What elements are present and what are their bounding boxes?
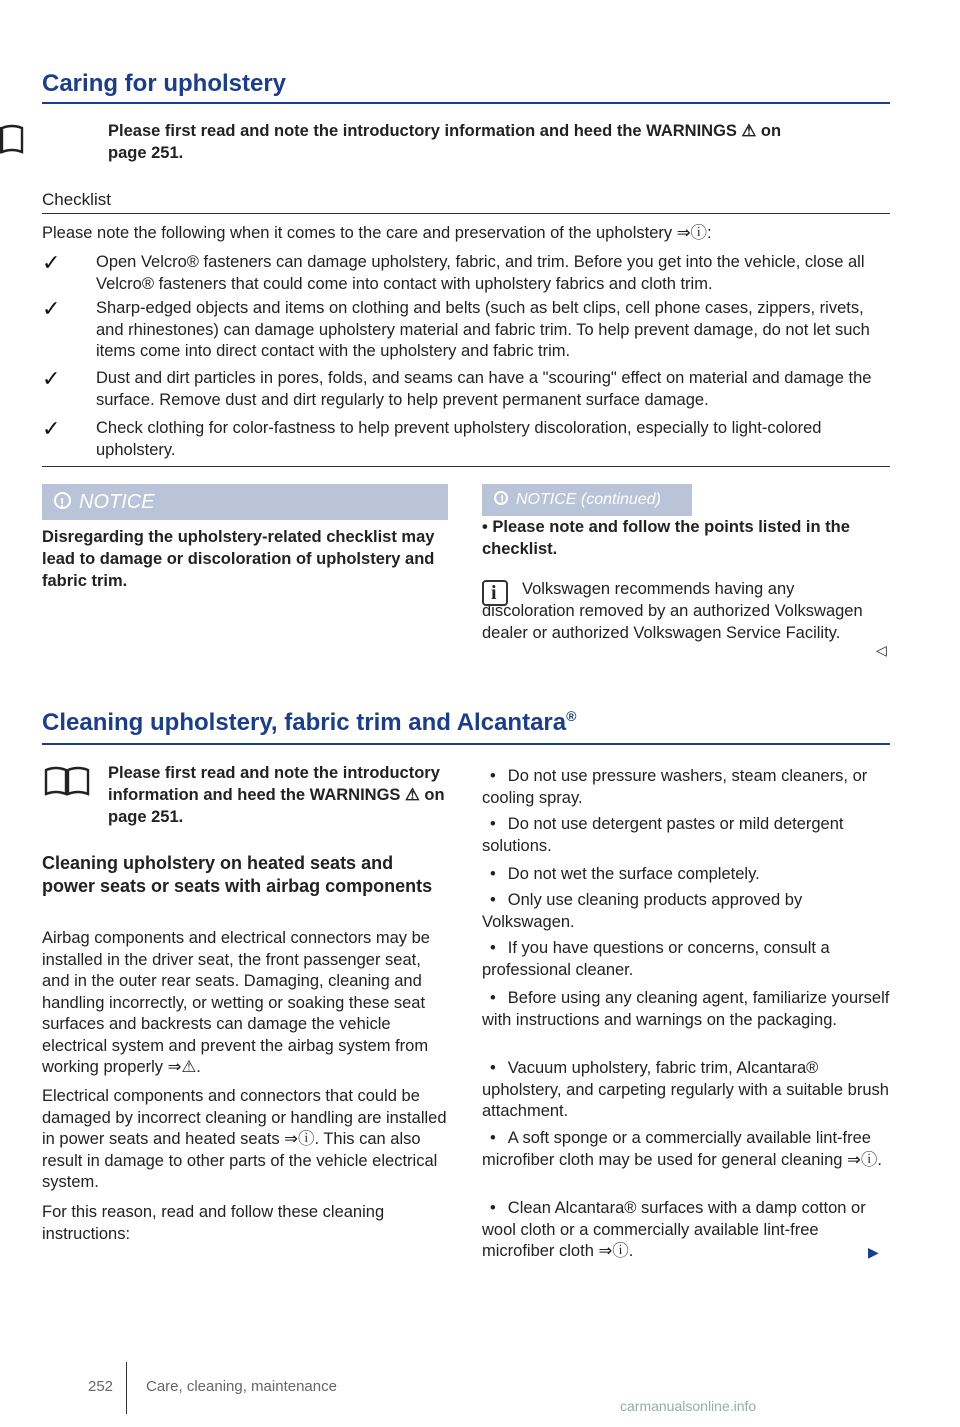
sub-heading: Cleaning upholstery on heated seats and power seats or seats with airbag components bbox=[42, 853, 433, 896]
bullet-icon: • bbox=[490, 1059, 496, 1077]
intro-text: Please first read and note the introductory information and heed the WARNINGS ⚠ on page 251. bbox=[108, 764, 445, 826]
check-icon: ✓ bbox=[42, 296, 61, 321]
back-arrow-icon: ◁ bbox=[876, 642, 887, 658]
paragraph: For this reason, read and follow these cleaning instructions: bbox=[42, 1203, 385, 1243]
list-item bbox=[482, 890, 890, 933]
checklist-item-text: Check clothing for color-fastness to help prevent upholstery discoloration, especially to light-colored upholstery. bbox=[96, 419, 822, 459]
list-item bbox=[482, 1128, 890, 1171]
warning-icon: ⚠ bbox=[741, 122, 757, 140]
list-item bbox=[482, 814, 890, 857]
checklist-item-text: Open Velcro® fasteners can damage upholstery, fabric, and trim. Before you get into the vehicle, close all Velcro® fasteners that could come into contact with upholstery fabrics and cloth trim. bbox=[96, 253, 865, 293]
checklist-item bbox=[42, 298, 890, 363]
bullet-icon: • bbox=[490, 1129, 496, 1147]
list-item-text: Do not use detergent pastes or mild detergent solutions. bbox=[482, 815, 844, 855]
list-item-text: Clean Alcantara® surfaces with a damp cotton or wool cloth or a commercially available lint-free microfiber cloth ⇒ⓘ. bbox=[482, 1199, 866, 1260]
bullet-icon: • bbox=[490, 1199, 496, 1217]
list-item-text: Only use cleaning products approved by Volkswagen. bbox=[482, 891, 803, 931]
checklist-item bbox=[42, 252, 890, 295]
book-icon bbox=[42, 764, 92, 798]
registered-mark: ® bbox=[566, 708, 577, 724]
bullet-icon: • bbox=[490, 865, 496, 883]
list-item bbox=[482, 766, 890, 809]
next-page-arrow-icon: ▶ bbox=[868, 1244, 879, 1260]
intro-on: on bbox=[760, 122, 782, 140]
bullet-icon: • bbox=[490, 767, 496, 785]
notice-icon bbox=[494, 491, 508, 505]
list-item bbox=[482, 1198, 890, 1263]
notice-text: Disregarding the upholstery-related checklist may lead to damage or discoloration of upholstery and fabric trim. bbox=[42, 528, 435, 590]
checklist-item bbox=[42, 418, 890, 461]
paragraph: Airbag components and electrical connectors may be installed in the driver seat, the front passenger seat, and in the outer rear seats. Damaging, cleaning and handling incorrectly, or wetting or soaking these seat surfaces and backrests can damage the vehicle electrical system and prevent the airbag system from working properly ⇒⚠. bbox=[42, 929, 430, 1076]
intro-page-ref: page 251. bbox=[108, 144, 184, 162]
watermark: carmanualsonline.info bbox=[620, 1398, 757, 1414]
book-icon bbox=[0, 122, 26, 156]
bullet-icon: • bbox=[490, 815, 496, 833]
section-title-text: Cleaning upholstery, fabric trim and Alcantara bbox=[42, 709, 567, 736]
list-item bbox=[482, 864, 890, 886]
list-item bbox=[482, 938, 890, 981]
section-title-cleaning bbox=[42, 708, 890, 745]
bullet-icon: • bbox=[490, 939, 496, 957]
section-title-caring: Caring for upholstery bbox=[42, 70, 890, 104]
intro-note bbox=[42, 762, 448, 828]
list-item bbox=[482, 1058, 890, 1123]
intro-note bbox=[42, 120, 882, 164]
notice-continued-badge bbox=[482, 484, 692, 516]
check-icon: ✓ bbox=[42, 416, 61, 441]
footer-divider bbox=[126, 1362, 127, 1414]
notice-continued-label: NOTICE (continued) bbox=[516, 491, 661, 508]
list-item-text: Vacuum upholstery, fabric trim, Alcantara® upholstery, and carpeting regularly with a suitable brush attachment. bbox=[482, 1059, 889, 1120]
checklist-item-text: Sharp-edged objects and items on clothing and belts (such as belt clips, cell phone cases, zippers, rivets, and rhinestones) can damage upholstery material and fabric trim. To help prevent damage, do not let such items come into direct contact with the upholstery and fabric trim. bbox=[96, 299, 870, 360]
list-item-text: If you have questions or concerns, consult a professional cleaner. bbox=[482, 939, 830, 979]
list-item-text: A soft sponge or a commercially available lint-free microfiber cloth may be used for general cleaning ⇒ⓘ. bbox=[482, 1129, 882, 1169]
checklist-heading: Checklist bbox=[42, 190, 890, 214]
intro-line1: Please first read and note the introductory information and heed the WARNINGS bbox=[108, 122, 737, 140]
info-icon bbox=[482, 580, 508, 606]
bullet-icon: • bbox=[490, 989, 496, 1007]
check-icon: ✓ bbox=[42, 250, 61, 275]
list-item bbox=[482, 988, 890, 1031]
notice-continued-text: • Please note and follow the points listed in the checklist. bbox=[482, 518, 850, 558]
info-text: Volkswagen recommends having any discoloration removed by an authorized Volkswagen dealer or authorized Volkswagen Service Facility. bbox=[482, 580, 863, 642]
info-note bbox=[482, 578, 888, 644]
checklist-item-text: Dust and dirt particles in pores, folds, and seams can have a "scouring" effect on material and damage the surface. Remove dust and dirt regularly to help prevent permanent surface damage. bbox=[96, 369, 872, 409]
notice-icon bbox=[54, 492, 71, 509]
check-icon: ✓ bbox=[42, 366, 61, 391]
checklist-intro: Please note the following when it comes to the care and preservation of the upholstery ⇒ⓘ: bbox=[42, 224, 712, 242]
checklist-divider bbox=[42, 466, 890, 467]
list-item-text: Do not use pressure washers, steam cleaners, or cooling spray. bbox=[482, 767, 868, 807]
paragraph: Electrical components and connectors that could be damaged by incorrect cleaning or handling are installed in power seats and heated seats ⇒ⓘ. This can also result in damage to other parts of the vehicle electrical system. bbox=[42, 1087, 447, 1191]
page-number: 252 bbox=[88, 1378, 114, 1395]
list-item-text: Before using any cleaning agent, familiarize yourself with instructions and warnings on the packaging. bbox=[482, 989, 890, 1029]
notice-label: NOTICE bbox=[79, 491, 155, 513]
notice-badge bbox=[42, 484, 448, 520]
list-item-text: Do not wet the surface completely. bbox=[507, 865, 760, 883]
checklist-item bbox=[42, 368, 890, 411]
footer-section-title: Care, cleaning, maintenance bbox=[146, 1378, 337, 1395]
bullet-icon: • bbox=[490, 891, 496, 909]
